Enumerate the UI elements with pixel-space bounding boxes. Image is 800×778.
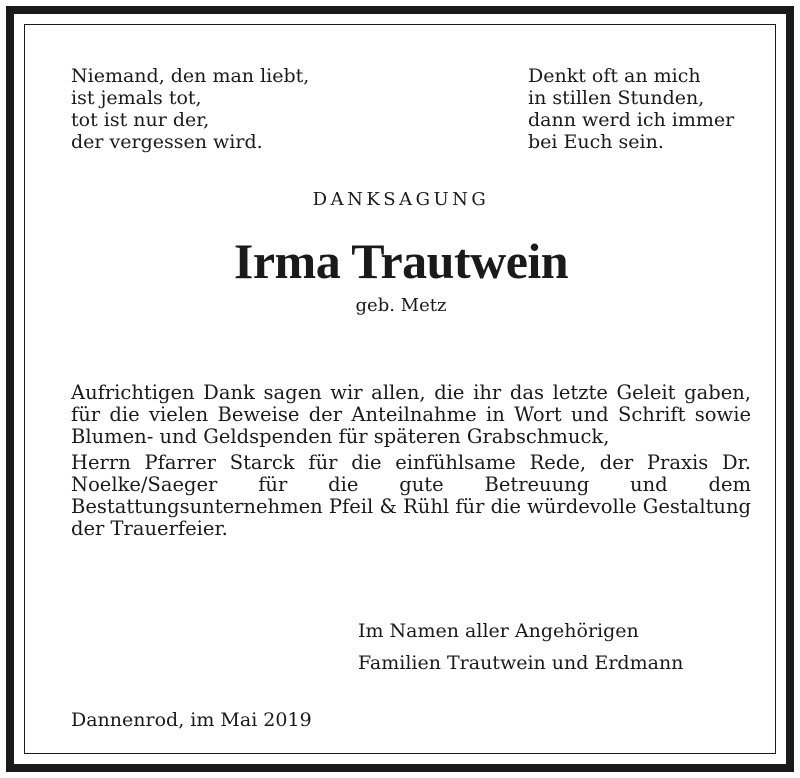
quote-right-line: in stillen Stunden, (528, 87, 705, 109)
obituary-outer-border (6, 6, 794, 772)
quote-right-line: bei Euch sein. (528, 131, 664, 153)
quote-right-line: Denkt oft an mich (528, 65, 701, 87)
signature-line-2: Familien Trautwein und Erdmann (358, 652, 684, 674)
quote-left (71, 65, 309, 153)
heading-danksagung: DANKSAGUNG (312, 189, 490, 210)
maiden-name: geb. Metz (355, 295, 447, 316)
quote-right-line: dann werd ich immer (528, 109, 735, 131)
signature (358, 615, 683, 679)
thanks-paragraph-2: Herrn Pfarrer Starck für die einfühlsame Rede, der Praxis Dr. Noelke/Saeger für die gute Betreuung und dem Bestattungsunternehmen Pfeil & Rühl für die würdevolle Gestaltung der Trauerfeier. (71, 451, 751, 540)
obituary-notice (24, 24, 776, 754)
thanks-message (71, 382, 751, 540)
quote-left-line: tot ist nur der, (71, 109, 210, 131)
quote-left-line: Niemand, den man liebt, (71, 65, 310, 87)
quote-right (528, 65, 734, 153)
thanks-paragraph-1: Aufrichtigen Dank sagen wir allen, die ihr das letzte Geleit gaben, für die vielen Beweise der Anteilnahme in Wort und Schrift sowie Blumen- und Geldspenden für späteren Grabschmuck, (71, 381, 751, 448)
quote-left-line: der vergessen wird. (71, 131, 263, 153)
place-date: Dannenrod, im Mai 2019 (71, 709, 312, 731)
signature-line-1: Im Namen aller Angehörigen (358, 620, 639, 642)
deceased-name: Irma Trautwein (233, 233, 569, 289)
quote-left-line: ist jemals tot, (71, 87, 202, 109)
